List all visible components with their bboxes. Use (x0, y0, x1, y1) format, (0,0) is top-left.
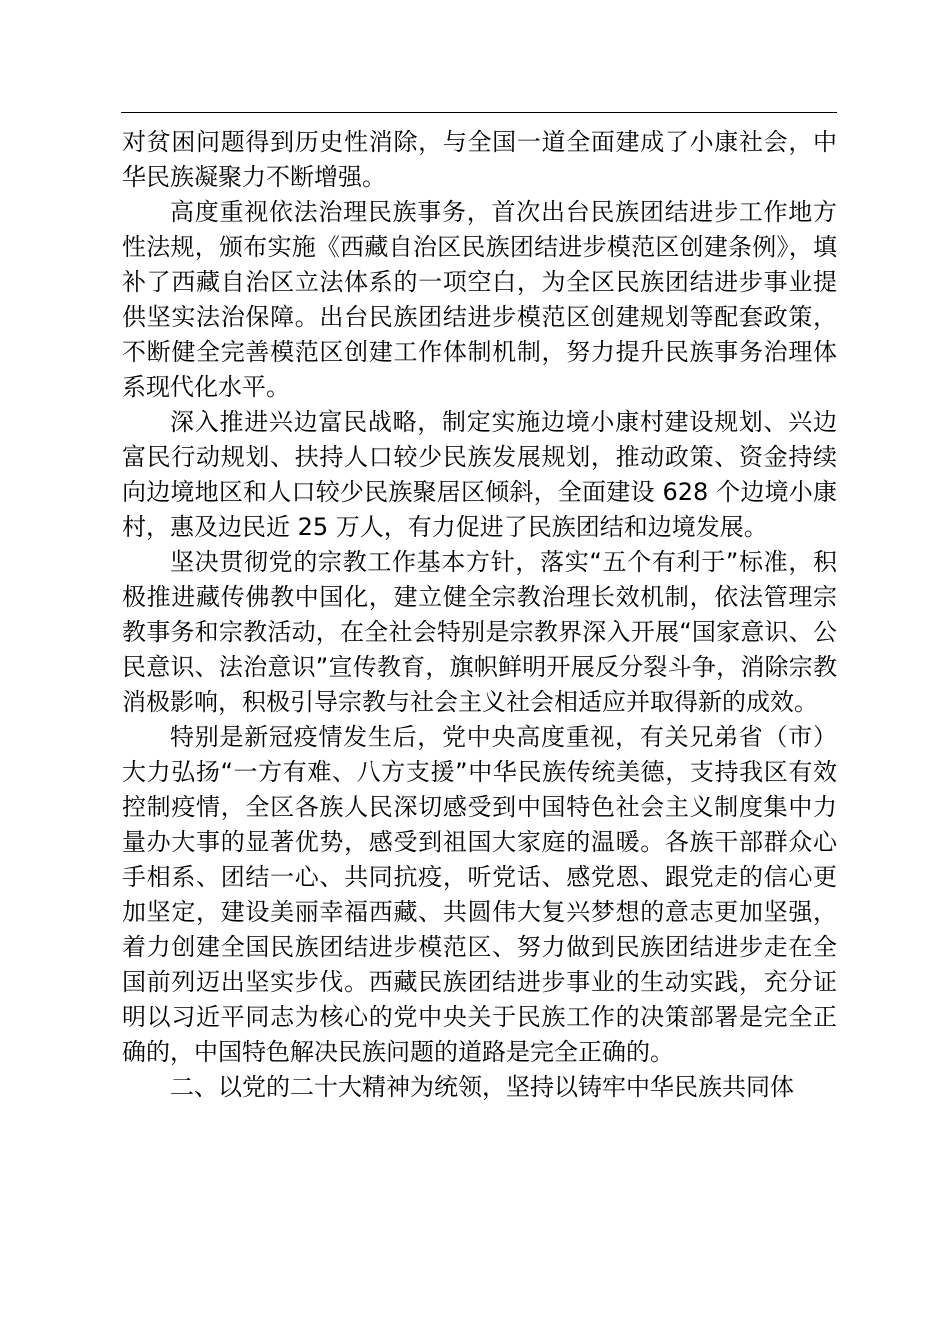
paragraph-legal-governance: 高度重视依法治理民族事务，首次出台民族团结进步工作地方性法规，颁布实施《西藏自治区民族团结进步模范区创建条例》，填补了西藏自治区立法体系的一项空白，为全区民族团结进步事业提供坚实法治保障。出台民族团结进步模范区创建规划等配套政策，不断健全完善模范区创建工作体制机制，努力提升民族事务治理体系现代化水平。 (122, 198, 837, 401)
body-text (122, 125, 837, 1105)
section-heading-two: 二、以党的二十大精神为统领，坚持以铸牢中华民族共同体 (170, 1073, 794, 1101)
paragraph-poverty-conclusion: 对贫困问题得到历史性消除，与全国一道全面建成了小康社会，中华民族凝聚力不断增强。 (122, 128, 837, 191)
paragraph-covid-response: 特别是新冠疫情发生后，党中央高度重视，有关兄弟省（市）大力弘扬“一方有难、八方支援”中华民族传统美德，支持我区有效控制疫情，全区各族人民深切感受到中国特色社会主义制度集中力量办大事的显著优势，感受到祖国大家庭的温暖。各族干部群众心手相系、团结一心、共同抗疫，听党话、感党恩、跟党走的信心更加坚定，建设美丽幸福西藏、共圆伟大复兴梦想的意志更加坚强，着力创建全国民族团结进步模范区、努力做到民族团结进步走在全国前列迈出坚实步伐。西藏民族团结进步事业的生动实践，充分证明以习近平同志为核心的党中央关于民族工作的决策部署是完全正确的，中国特色解决民族问题的道路是完全正确的。 (122, 723, 837, 1066)
header-rule (121, 112, 837, 113)
paragraph-border-development: 深入推进兴边富民战略，制定实施边境小康村建设规划、兴边富民行动规划、扶持人口较少民族发展规划，推动政策、资金持续向边境地区和人口较少民族聚居区倾斜，全面建设 628 个边境小康村，惠及边民近 25 万人，有力促进了民族团结和边境发展。 (122, 408, 837, 541)
paragraph-religious-work: 坚决贯彻党的宗教工作基本方针，落实“五个有利于”标准，积极推进藏传佛教中国化，建立健全宗教治理长效机制，依法管理宗教事务和宗教活动，在全社会特别是宗教界深入开展“国家意识、公民意识、法治意识”宣传教育，旗帜鲜明开展反分裂斗争，消除宗教消极影响，积极引导宗教与社会主义社会相适应并取得新的成效。 (122, 548, 837, 716)
